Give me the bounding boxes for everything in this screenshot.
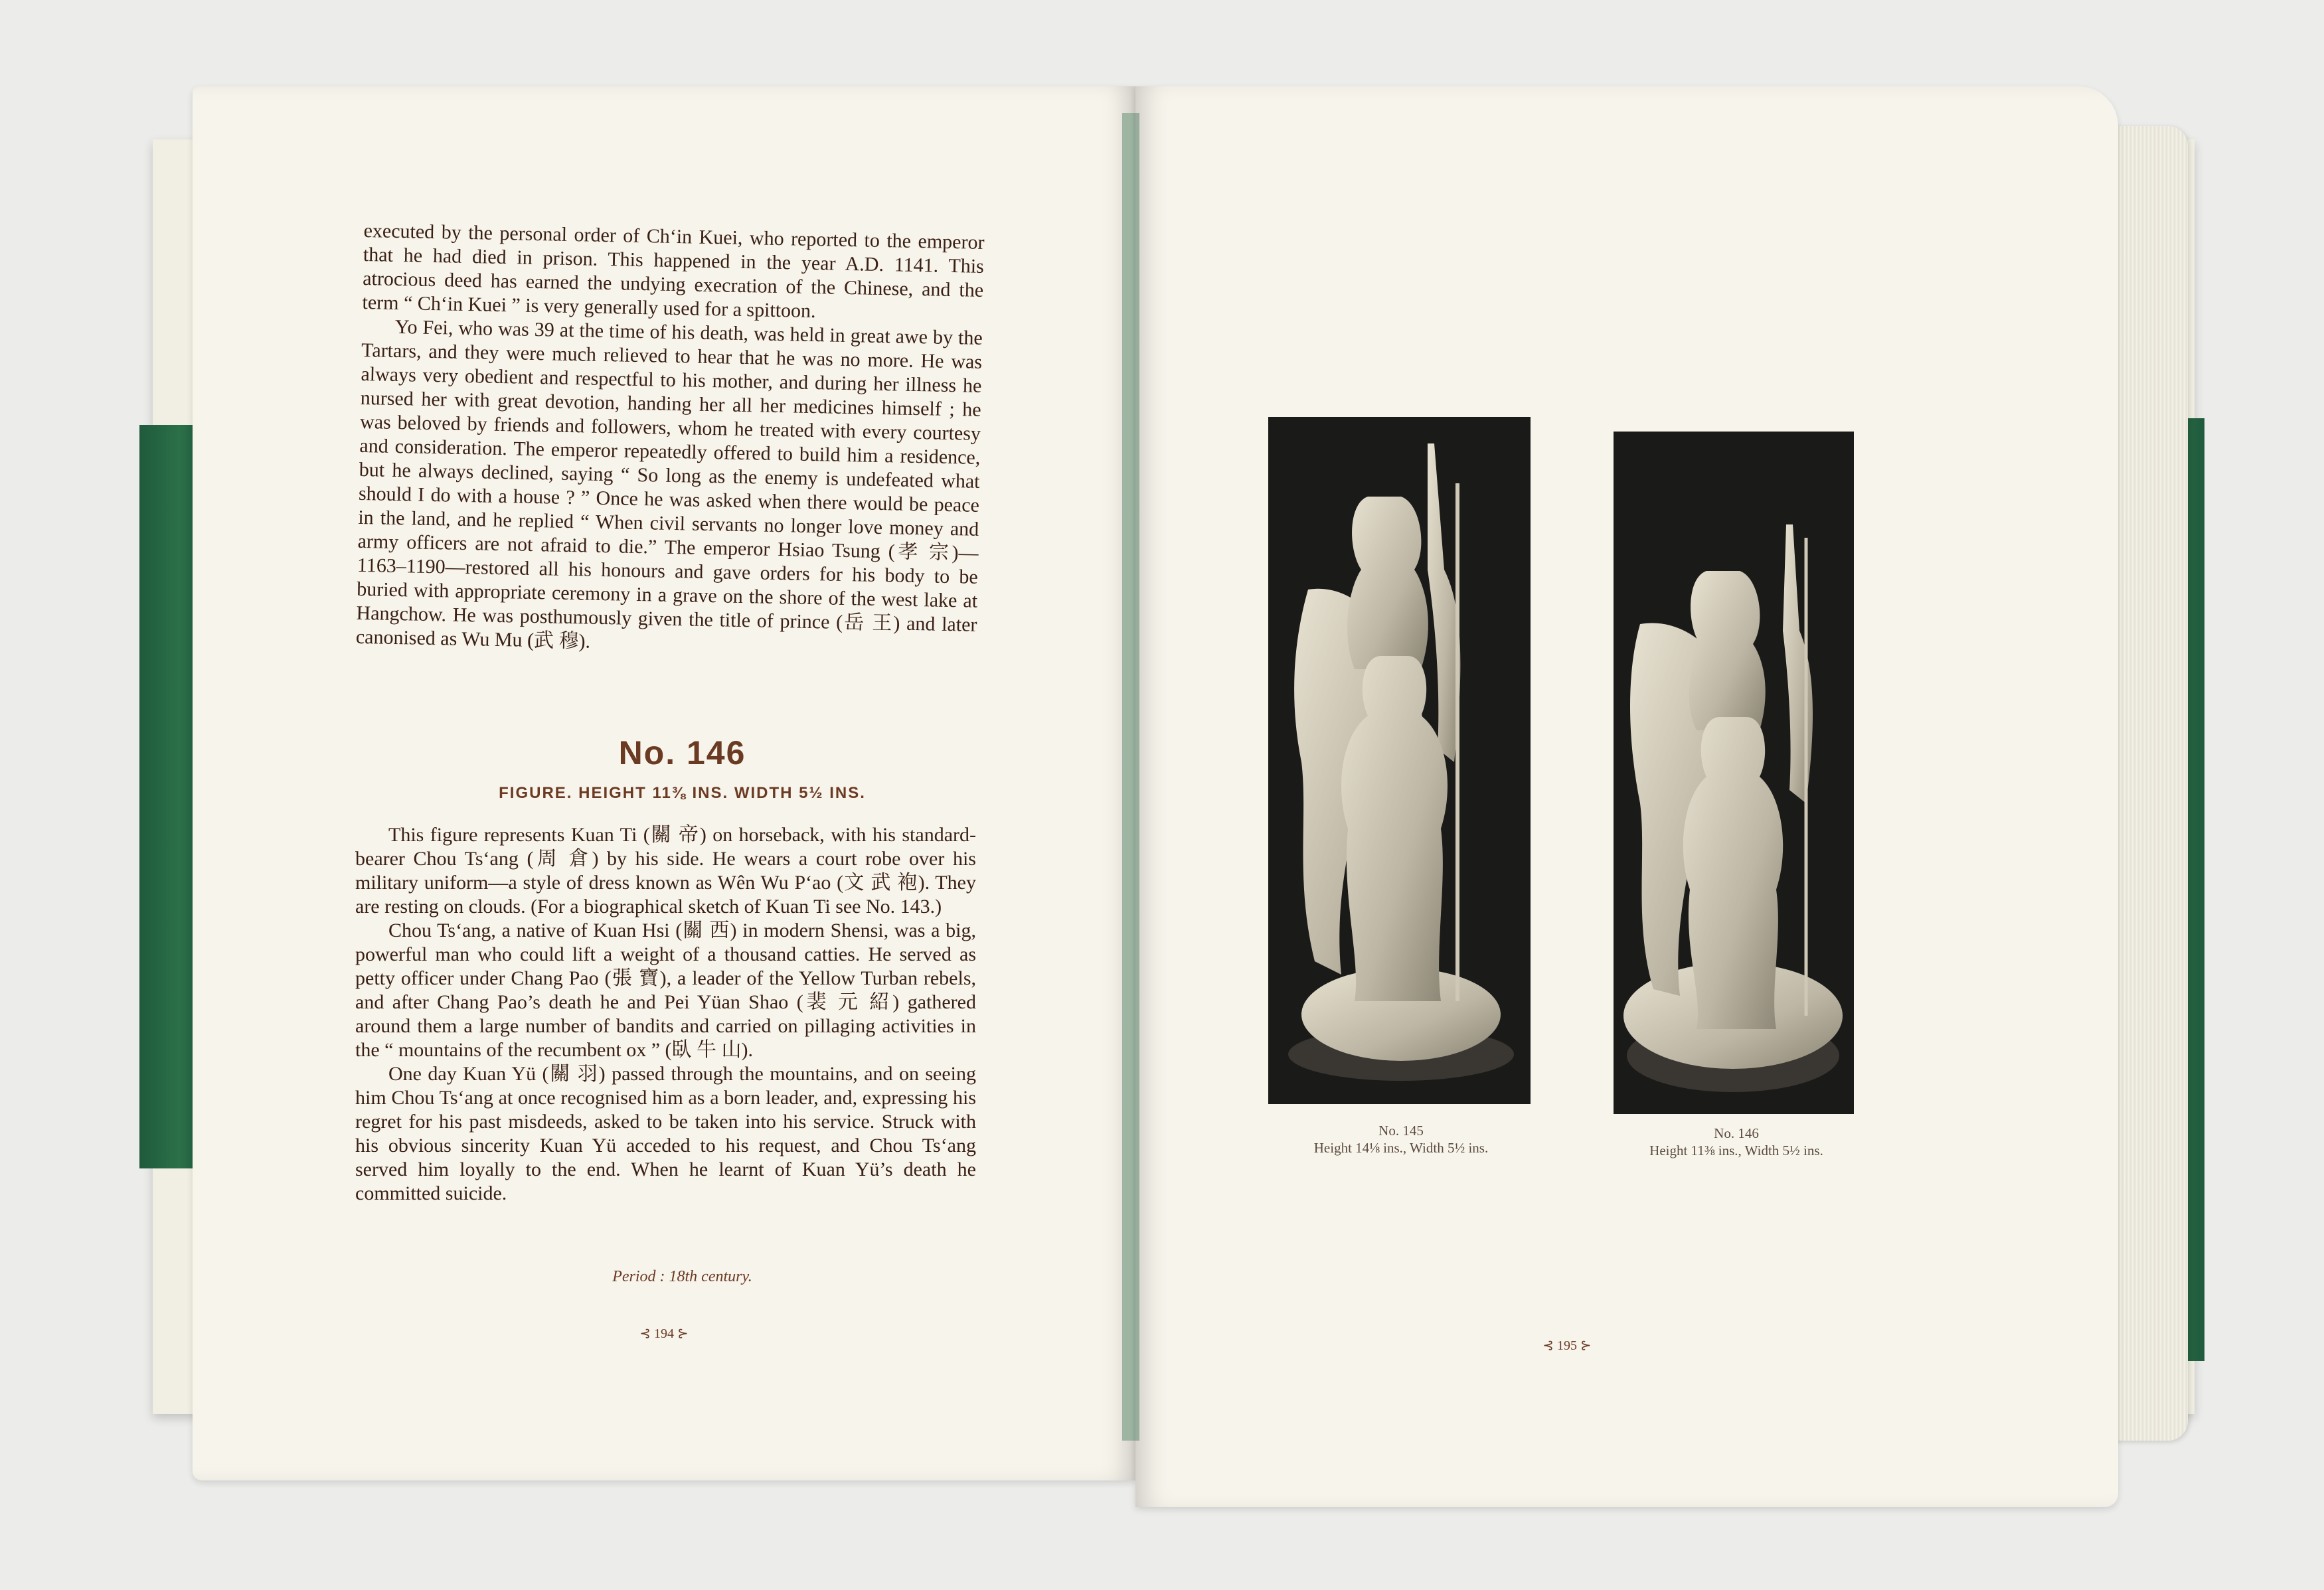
period-line: Period : 18th century.	[612, 1268, 752, 1285]
plate-number: No. 145	[1378, 1123, 1424, 1139]
caption-146	[1584, 1125, 1889, 1159]
plate-dimensions: Height 14⅛ ins., Width 5½ ins.	[1313, 1140, 1489, 1156]
body-paragraph: One day Kuan Yü (關 羽) passed through the mountains, and on seeing him Chou Ts‘ang at once recognised him as a born leader, and, expressing his regret for his past misdeeds, asked to be taken into his service. Struck with his obvious sincerity Kuan Yü acceded to his request, and Chou Ts‘ang served him loyally to the end. When he learnt of Kuan Yü’s death he committed suicide.	[355, 1063, 976, 1204]
page-number-left: ⊰ 194 ⊱	[639, 1326, 689, 1341]
plate-dimensions: Height 11⅜ ins., Width 5½ ins.	[1649, 1143, 1823, 1158]
intro-paragraph: executed by the personal order of Ch‘in Kuei, who reported to the emperor that he had died in prison. This happened in the year A.D. 1141. This atrocious deed has earned the undying execration of the Chinese, and the term “ Ch‘in Kuei ” is very generally used for a spittoon.	[362, 219, 985, 323]
entry-body	[355, 823, 976, 1206]
plate-number: No. 146	[1714, 1125, 1759, 1141]
ivory-figure-146-image	[1614, 432, 1854, 1114]
intro-text	[356, 219, 985, 661]
book-spine	[1122, 113, 1139, 1441]
entry-number: No. 146	[618, 734, 746, 771]
body-paragraph: Chou Ts‘ang, a native of Kuan Hsi (關 西) in modern Shensi, was a big, powerful man who could lift a weight of a thousand catties. He served as petty officer under Chang Pao (張 寶), a leader of the Yellow Turban rebels, and after Chang Pao’s death he and Pei Yüan Shao (裴 元 紹) gathered around them a large number of bandits and carried on pillaging activities in the “ mountains of the recumbent ox ” (臥 牛 山).	[355, 919, 976, 1061]
entry-heading	[372, 734, 993, 803]
ivory-figure-145-image	[1268, 417, 1531, 1104]
page-number-right: ⊰ 195 ⊱	[1542, 1338, 1592, 1353]
photo-plate-146	[1614, 432, 1854, 1114]
entry-subtitle: FIGURE. HEIGHT 11⅜ INS. WIDTH 5½ INS.	[499, 784, 866, 802]
caption-145	[1248, 1122, 1554, 1156]
photo-plate-145	[1268, 417, 1531, 1104]
body-paragraph: This figure represents Kuan Ti (關 帝) on horseback, with his standard-bearer Chou Ts‘ang (周 倉) by his side. He wears a court robe over his military uniform—a style of dress known as Wên Wu P‘ao (文 武 袍). They are resting on clouds. (For a biographical sketch of Kuan Ti see No. 143.)	[355, 824, 976, 917]
intro-paragraph: Yo Fei, who was 39 at the time of his death, was held in great awe by the Tartars, and they were much relieved to hear that he was no more. He was always very obedient and respectful to his mother, and during her illness he nursed her with great devotion, handing her all her medicines himself ; he was beloved by friends and followers, whom he treated with every courtesy and consideration. The emperor repeatedly offered to build him a residence, but he always declined, saying “ So long as the enemy is undefeated what should I do with a house ? ” Once he was asked when there would be peace in the land, and he replied “ When civil servants no longer love money and army officers are not afraid to die.” The emperor Hsiao Tsung (孝 宗)—1163–1190—restored all his honours and gave orders for his body to be buried with appropriate ceremony in a grave on the shore of the west lake at Hangchow. He was posthumously given the title of prince (岳 王) and later canonised as Wu Mu (武 穆).	[355, 315, 983, 653]
